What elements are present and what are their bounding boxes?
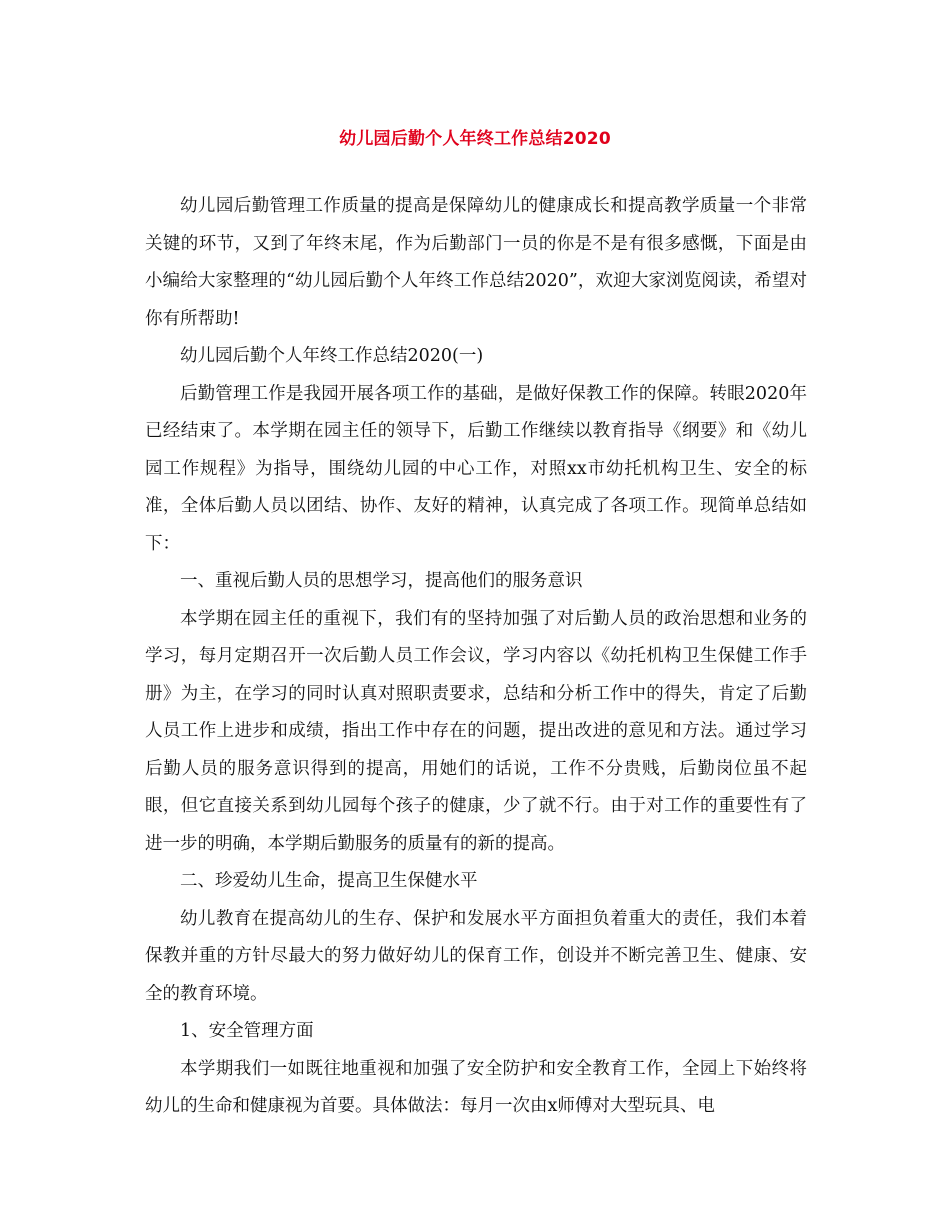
intro-paragraph: 幼儿园后勤管理工作质量的提高是保障幼儿的健康成长和提高教学质量一个非常关键的环节，又到了年终末尾，作为后勤部门一员的你是不是有很多感慨，下面是由小编给大家整理的“幼儿园后勤个人年终工作总结2020”，欢迎大家浏览阅读，希望对你有所帮助! xyxy=(145,196,807,329)
document-body xyxy=(145,188,807,1126)
body-paragraph: 本学期我们一如既往地重视和加强了安全防护和安全教育工作，全园上下始终将幼儿的生命和健康视为首要。具体做法：每月一次由x师傅对大型玩具、电 xyxy=(145,1058,807,1116)
body-paragraph: 后勤管理工作是我园开展各项工作的基础，是做好保教工作的保障。转眼2020年已经结束了。本学期在园主任的领导下，后勤工作继续以教育指导《纲要》和《幼儿园工作规程》为指导，围绕幼儿园的中心工作，对照xx市幼托机构卫生、安全的标准，全体后勤人员以团结、协作、友好的精神，认真完成了各项工作。现简单总结如下： xyxy=(145,383,807,554)
section-heading-2: 二、珍爱幼儿生命，提高卫生保健水平 xyxy=(180,871,478,891)
body-paragraph: 本学期在园主任的重视下，我们有的坚持加强了对后勤人员的政治思想和业务的学习，每月定期召开一次后勤人员工作会议，学习内容以《幼托机构卫生保健工作手册》为主，在学习的同时认真对照职责要求，总结和分析工作中的得失，肯定了后勤人员工作上进步和成绩，指出工作中存在的问题，提出改进的意见和方法。通过学习后勤人员的服务意识得到的提高，用她们的话说，工作不分贵贱，后勤岗位虽不起眼，但它直接关系到幼儿园每个孩子的健康，少了就不行。由于对工作的重要性有了进一步的明确，本学期后勤服务的质量有的新的提高。 xyxy=(145,608,807,854)
section-heading-part-one: 幼儿园后勤个人年终工作总结2020(一) xyxy=(180,346,484,366)
document-title: 幼儿园后勤个人年终工作总结2020 xyxy=(339,129,611,149)
body-paragraph: 幼儿教育在提高幼儿的生存、保护和发展水平方面担负着重大的责任，我们本着保教并重的方针尽最大的努力做好幼儿的保育工作，创设并不断完善卫生、健康、安全的教育环境。 xyxy=(145,908,807,1004)
subsection-heading-safety: 1、安全管理方面 xyxy=(180,1021,314,1041)
section-heading-1: 一、重视后勤人员的思想学习，提高他们的服务意识 xyxy=(180,571,583,591)
